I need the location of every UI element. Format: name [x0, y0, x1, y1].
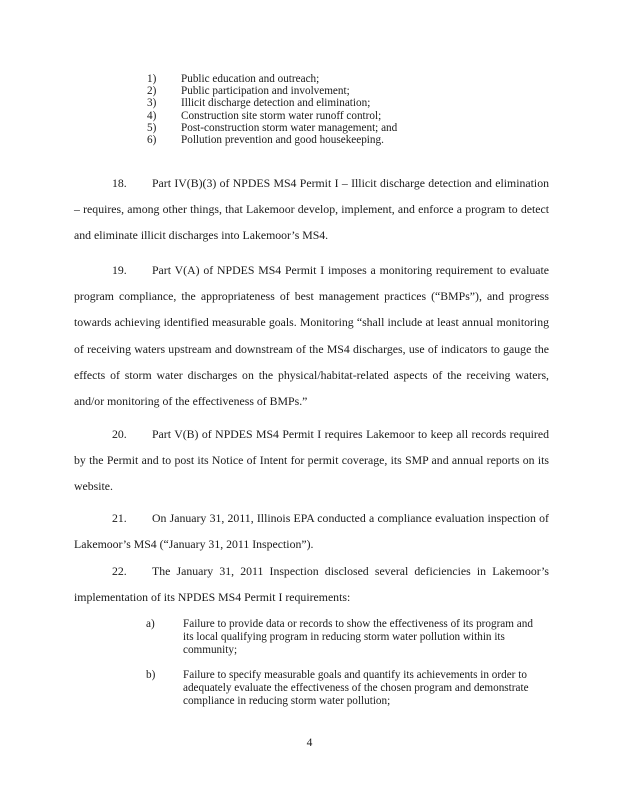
paragraph-number: 20. — [112, 427, 127, 441]
deficiency-letter: a) — [146, 618, 155, 630]
deficiency-text: Failure to specify measurable goals and quantify its achievements in order to adequately evaluate the effectiveness of the chosen program and demonstrate compliance in reducing storm water pollution; — [183, 669, 529, 707]
paragraph-text: Part IV(B)(3) of NPDES MS4 Permit I – Illicit discharge detection and elimination – requires, among other things, that Lakemoor develop, implement, and enforce a program to detect and eliminate illicit discharges into Lakemoor’s MS4. — [74, 176, 549, 243]
list-item — [147, 97, 547, 109]
list-item-number: 1) — [147, 73, 157, 85]
paragraph-number: 18. — [112, 176, 127, 190]
list-item — [147, 85, 547, 97]
paragraph-number: 21. — [112, 511, 127, 525]
list-item-text: Public education and outreach; — [181, 73, 320, 85]
program-elements-list — [147, 73, 547, 146]
list-item — [147, 122, 547, 134]
paragraph-text: The January 31, 2011 Inspection disclosed several deficiencies in Lakemoor’s implementation of its NPDES MS4 Permit I requirements: — [74, 564, 549, 605]
paragraph-22 — [74, 558, 549, 610]
paragraph-number: 19. — [112, 263, 127, 277]
list-item-text: Public participation and involvement; — [181, 85, 350, 98]
list-item — [147, 134, 547, 146]
list-item-number: 4) — [147, 109, 157, 122]
list-item-text: Post-construction storm water management; and — [181, 121, 398, 134]
list-item-text: Pollution prevention and good housekeeping. — [181, 134, 384, 147]
deficiency-item — [146, 618, 546, 657]
list-item — [147, 110, 547, 122]
list-item-text: Illicit discharge detection and elimination; — [181, 97, 371, 110]
paragraph-text: Part V(B) of NPDES MS4 Permit I requires Lakemoor to keep all records required by the Permit and to post its Notice of Intent for permit coverage, its SMP and annual reports on its website. — [74, 427, 549, 494]
deficiency-list — [146, 618, 546, 708]
page-number: 4 — [306, 737, 313, 749]
paragraph-21 — [74, 505, 549, 557]
paragraph-19 — [74, 257, 549, 414]
deficiency-item — [146, 669, 546, 708]
paragraph-20 — [74, 421, 549, 500]
deficiency-text: Failure to provide data or records to show the effectiveness of its program and its local qualifying program in reducing storm water pollution within its community; — [183, 618, 533, 656]
paragraph-text: Part V(A) of NPDES MS4 Permit I imposes a monitoring requirement to evaluate program compliance, the appropriateness of best management practices (“BMPs”), and progress towards achieving identified measurable goals. Monitoring “shall include at least annual monitoring of receiving waters upstream and downstream of the MS4 discharges, use of indicators to gauge the effects of storm water discharges on the physical/habitat-related aspects of the receiving waters, and/or monitoring of the effectiveness of BMPs.” — [74, 263, 549, 409]
list-item-number: 6) — [147, 134, 157, 147]
list-item-number: 2) — [147, 85, 157, 98]
paragraph-text: On January 31, 2011, Illinois EPA conducted a compliance evaluation inspection of Lakemoor’s MS4 (“January 31, 2011 Inspection”). — [74, 511, 549, 552]
deficiency-letter: b) — [146, 669, 156, 681]
list-item — [147, 73, 547, 85]
list-item-number: 3) — [147, 97, 157, 110]
list-item-text: Construction site storm water runoff control; — [181, 109, 382, 122]
paragraph-18 — [74, 170, 549, 249]
paragraph-number: 22. — [112, 564, 127, 578]
list-item-number: 5) — [147, 121, 157, 134]
